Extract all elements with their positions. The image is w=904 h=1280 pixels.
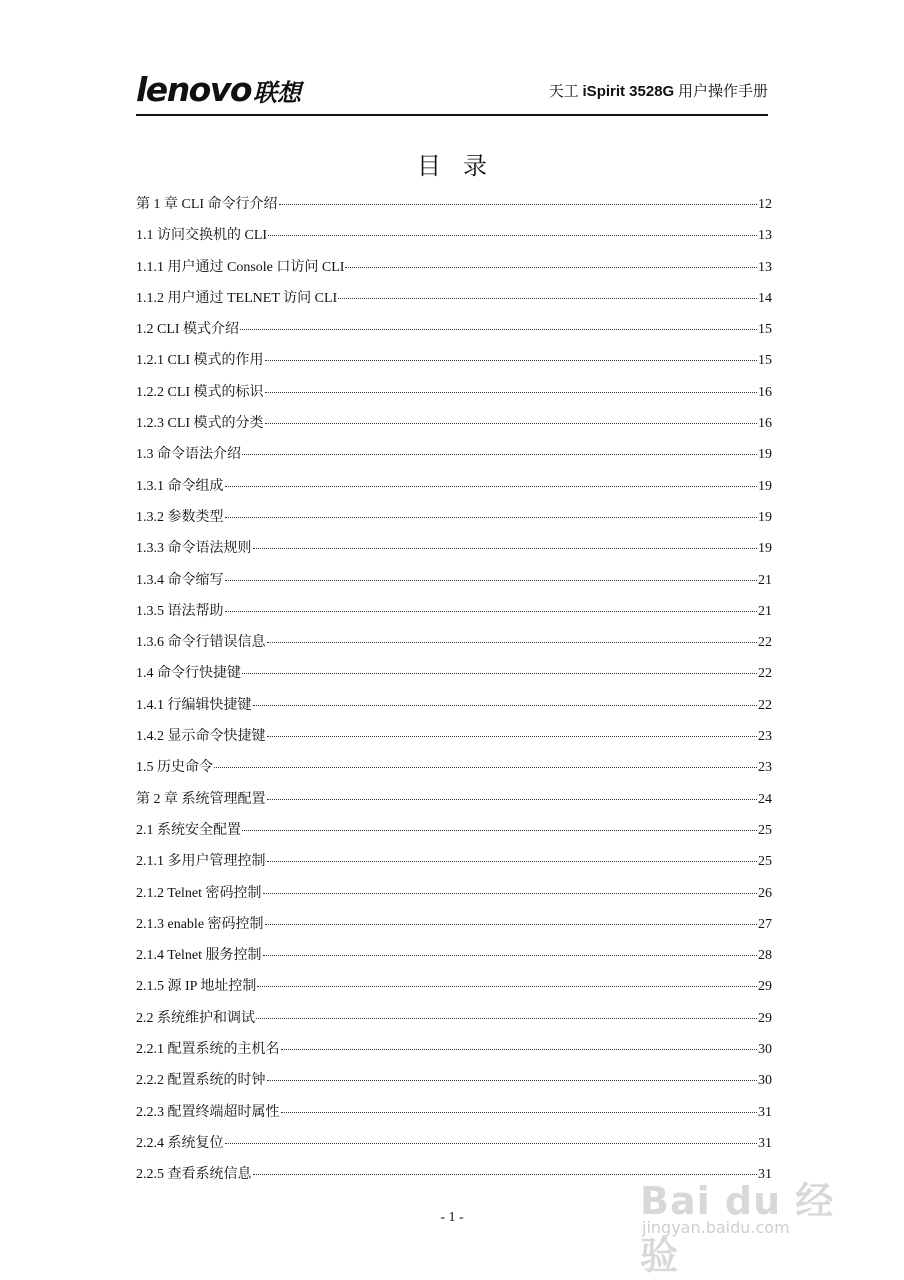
toc-entry-label: 2.2 系统维护和调试: [136, 1010, 255, 1026]
page-number: - 1 -: [440, 1210, 464, 1225]
toc-entry-label: 1.4.1 行编辑快捷键: [136, 697, 252, 713]
lenovo-logo: [136, 72, 301, 108]
toc-entry[interactable]: [136, 506, 772, 537]
toc-entry-page: 31: [758, 1167, 772, 1183]
toc-dot-leader: [267, 642, 758, 643]
toc-entry-page: 22: [758, 635, 772, 651]
toc-dot-leader: [265, 924, 757, 925]
toc-dot-leader: [268, 235, 757, 236]
toc-dot-leader: [267, 736, 758, 737]
toc-entry-label: 1.3.4 命令缩写: [136, 572, 224, 588]
toc-entry[interactable]: [136, 318, 772, 349]
toc-entry-page: 25: [758, 822, 772, 838]
toc-entry[interactable]: [136, 756, 772, 787]
toc-entry-label: 1.3.6 命令行错误信息: [136, 635, 266, 651]
toc-dot-leader: [267, 1080, 758, 1081]
toc-dot-leader: [225, 1143, 758, 1144]
toc-entry-label: 2.1.5 源 IP 地址控制: [136, 979, 257, 995]
toc-entry-page: 13: [758, 259, 772, 275]
toc-dot-leader: [267, 799, 758, 800]
toc-entry-label: 1.1.1 用户通过 Console 口访问 CLI: [136, 259, 345, 275]
toc-entry[interactable]: [136, 882, 772, 913]
toc-entry[interactable]: [136, 1069, 772, 1100]
toc-dot-leader: [225, 486, 758, 487]
toc-entry[interactable]: [136, 569, 772, 600]
watermark-brand: Bai du 经验: [640, 1179, 835, 1278]
toc-entry-page: 19: [758, 478, 772, 494]
toc-entry-page: 12: [758, 197, 772, 212]
toc-entry-page: 27: [758, 916, 772, 932]
toc-entry-label: 1.4.2 显示命令快捷键: [136, 729, 266, 745]
toc-entry-label: 2.2.5 查看系统信息: [136, 1167, 252, 1183]
toc-entry-page: 22: [758, 697, 772, 713]
toc-entry-label: 2.1.4 Telnet 服务控制: [136, 948, 262, 964]
toc-entry-page: 13: [758, 228, 772, 244]
toc-entry-page: 23: [758, 729, 772, 745]
toc-entry[interactable]: [136, 349, 772, 380]
toc-dot-leader: [253, 705, 758, 706]
toc-entry[interactable]: [136, 412, 772, 443]
toc-entry-page: 30: [758, 1042, 772, 1058]
toc-entry-page: 22: [758, 666, 772, 682]
document-title-suffix: 用户操作手册: [674, 84, 768, 100]
toc-entry-page: 19: [758, 447, 772, 463]
toc-dot-leader: [242, 830, 757, 831]
toc-entry-label: 2.2.2 配置系统的时钟: [136, 1073, 266, 1089]
toc-entry-label: 1.3.1 命令组成: [136, 478, 224, 494]
toc-dot-leader: [225, 611, 758, 612]
toc-dot-leader: [267, 861, 758, 862]
toc-entry-label: 1.3.2 参数类型: [136, 509, 224, 525]
toc-entry-page: 19: [758, 541, 772, 557]
toc-entry-label: 2.1 系统安全配置: [136, 822, 241, 838]
toc-entry[interactable]: [136, 193, 772, 224]
toc-entry-page: 30: [758, 1073, 772, 1089]
toc-entry[interactable]: [136, 1101, 772, 1132]
toc-dot-leader: [279, 204, 757, 205]
toc-entry[interactable]: [136, 944, 772, 975]
toc-dot-leader: [225, 517, 758, 518]
toc-entry[interactable]: [136, 975, 772, 1006]
toc-dot-leader: [338, 298, 757, 299]
toc-entry-label: 1.1 访问交换机的 CLI: [136, 228, 268, 244]
toc-entry-label: 1.4 命令行快捷键: [136, 666, 241, 682]
toc-entry[interactable]: [136, 443, 772, 474]
toc-entry-page: 15: [758, 353, 772, 369]
toc-dot-leader: [265, 392, 757, 393]
toc-entry-page: 16: [758, 416, 772, 432]
watermark-url: jingyan.baidu.com: [642, 1218, 790, 1237]
toc-entry-page: 19: [758, 509, 772, 525]
toc-entry[interactable]: [136, 1007, 772, 1038]
toc-dot-leader: [242, 673, 757, 674]
toc-entry-label: 1.3 命令语法介绍: [136, 447, 241, 463]
toc-entry-label: 1.2.2 CLI 模式的标识: [136, 384, 264, 400]
toc-entry[interactable]: [136, 850, 772, 881]
toc-dot-leader: [263, 893, 757, 894]
toc-entry-label: 2.2.1 配置系统的主机名: [136, 1042, 280, 1058]
toc-entry[interactable]: [136, 1132, 772, 1163]
toc-entry[interactable]: [136, 819, 772, 850]
toc-entry-page: 15: [758, 322, 772, 338]
toc-entry[interactable]: [136, 725, 772, 756]
toc-entry-label: 1.3.3 命令语法规则: [136, 541, 252, 557]
toc-entry-label: 1.2.3 CLI 模式的分类: [136, 416, 264, 432]
toc-dot-leader: [242, 454, 757, 455]
toc-entry[interactable]: [136, 287, 772, 318]
toc-entry-page: 28: [758, 948, 772, 964]
toc-entry[interactable]: [136, 381, 772, 412]
document-title-model: iSpirit 3528G: [582, 83, 675, 100]
toc-dot-leader: [345, 267, 757, 268]
table-of-contents: [136, 193, 772, 1195]
toc-entry-page: 24: [758, 791, 772, 807]
toc-entry-page: 29: [758, 979, 772, 995]
toc-dot-leader: [257, 986, 757, 987]
toc-entry-page: 31: [758, 1104, 772, 1120]
toc-dot-leader: [253, 548, 758, 549]
toc-entry-page: 29: [758, 1010, 772, 1026]
toc-entry[interactable]: [136, 475, 772, 506]
toc-entry[interactable]: [136, 788, 772, 819]
toc-entry-page: 16: [758, 384, 772, 400]
toc-dot-leader: [214, 767, 757, 768]
toc-entry-page: 21: [758, 603, 772, 619]
toc-entry-label: 2.2.3 配置终端超时属性: [136, 1104, 280, 1120]
document-title: [549, 82, 768, 102]
toc-dot-leader: [281, 1049, 758, 1050]
toc-entry[interactable]: [136, 631, 772, 662]
toc-dot-leader: [281, 1112, 758, 1113]
toc-dot-leader: [265, 423, 757, 424]
toc-dot-leader: [240, 329, 757, 330]
toc-entry-label: 1.2.1 CLI 模式的作用: [136, 353, 264, 369]
toc-entry-label: 2.1.2 Telnet 密码控制: [136, 885, 262, 901]
toc-entry[interactable]: [136, 256, 772, 287]
logo-latin-text: lenovo: [136, 70, 252, 109]
toc-entry-label: 2.1.3 enable 密码控制: [136, 916, 264, 932]
toc-entry-label: 2.1.1 多用户管理控制: [136, 854, 266, 870]
toc-entry[interactable]: [136, 224, 772, 255]
toc-entry-label: 第 1 章 CLI 命令行介绍: [136, 197, 278, 212]
toc-entry-label: 第 2 章 系统管理配置: [136, 791, 266, 807]
toc-entry-page: 21: [758, 572, 772, 588]
toc-heading: 目录: [417, 154, 509, 180]
toc-entry[interactable]: [136, 913, 772, 944]
toc-entry[interactable]: [136, 600, 772, 631]
toc-dot-leader: [225, 580, 758, 581]
toc-entry-page: 25: [758, 854, 772, 870]
document-title-prefix: 天工: [548, 84, 583, 100]
toc-entry-page: 14: [758, 290, 772, 306]
toc-entry-label: 1.3.5 语法帮助: [136, 603, 224, 619]
logo-cjk-text: 联想: [253, 79, 302, 107]
toc-entry-label: 2.2.4 系统复位: [136, 1135, 224, 1151]
toc-entry[interactable]: [136, 537, 772, 568]
toc-dot-leader: [256, 1018, 757, 1019]
toc-dot-leader: [263, 955, 757, 956]
toc-entry-page: 31: [758, 1135, 772, 1151]
toc-entry[interactable]: [136, 662, 772, 693]
toc-entry-page: 23: [758, 760, 772, 776]
toc-entry-label: 1.5 历史命令: [136, 760, 213, 776]
toc-entry-label: 1.2 CLI 模式介绍: [136, 322, 240, 338]
toc-entry[interactable]: [136, 1038, 772, 1069]
toc-dot-leader: [265, 360, 757, 361]
toc-entry-label: 1.1.2 用户通过 TELNET 访问 CLI: [136, 290, 338, 306]
page-header: [136, 70, 768, 116]
toc-entry[interactable]: [136, 694, 772, 725]
toc-entry-page: 26: [758, 885, 772, 901]
